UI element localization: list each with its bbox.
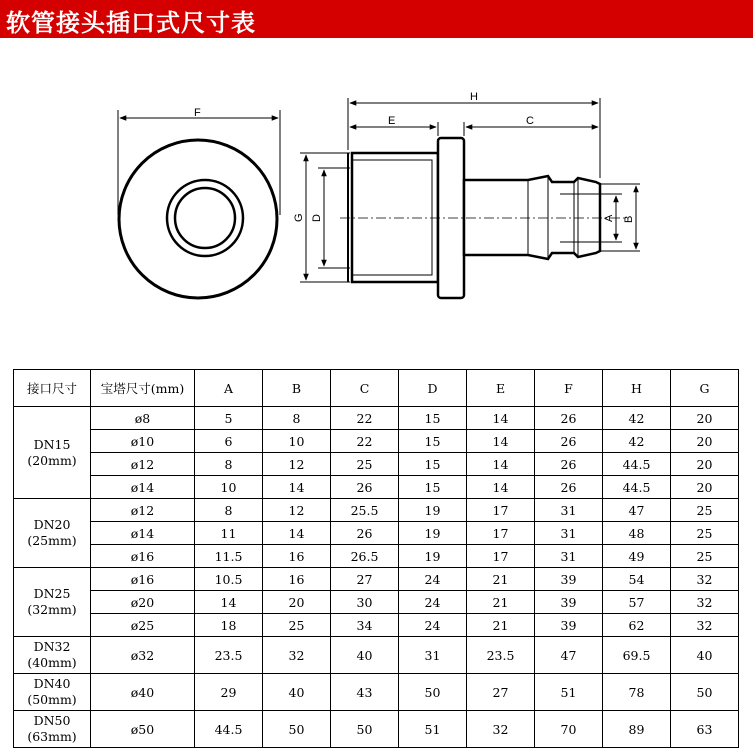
g-cell: 32 (671, 591, 739, 614)
e-cell: 21 (467, 568, 535, 591)
table-row (14, 711, 739, 748)
table-row (14, 499, 739, 522)
barb-size-cell: ø20 (91, 591, 195, 614)
d-cell: 15 (399, 407, 467, 430)
socket-body (352, 153, 438, 282)
header-d: D (399, 370, 467, 407)
interface-size-cell (14, 637, 91, 674)
table-row (14, 591, 739, 614)
header-c: C (331, 370, 399, 407)
dim-label-e: E (388, 115, 396, 127)
a-cell: 11 (195, 522, 263, 545)
a-cell: 6 (195, 430, 263, 453)
b-cell: 20 (263, 591, 331, 614)
barb-size-cell: ø14 (91, 476, 195, 499)
h-cell: 49 (603, 545, 671, 568)
g-cell: 40 (671, 637, 739, 674)
g-cell: 20 (671, 407, 739, 430)
h-cell: 47 (603, 499, 671, 522)
g-cell: 32 (671, 614, 739, 637)
b-cell: 14 (263, 476, 331, 499)
h-cell: 89 (603, 711, 671, 748)
c-cell: 22 (331, 407, 399, 430)
interface-dn-label: DN32 (33, 639, 71, 654)
c-cell: 50 (331, 711, 399, 748)
dim-label-a: A (603, 214, 615, 222)
interface-size-cell (14, 568, 91, 637)
b-cell: 40 (263, 674, 331, 711)
dim-label-b: B (623, 215, 635, 223)
interface-dn-label: DN50 (33, 713, 71, 728)
b-cell: 32 (263, 637, 331, 674)
header-f: F (535, 370, 603, 407)
interface-mm-label: (25mm) (27, 533, 77, 548)
f-cell: 26 (535, 430, 603, 453)
f-cell: 51 (535, 674, 603, 711)
e-cell: 23.5 (467, 637, 535, 674)
h-cell: 44.5 (603, 453, 671, 476)
e-cell: 14 (467, 476, 535, 499)
e-cell: 14 (467, 407, 535, 430)
h-cell: 69.5 (603, 637, 671, 674)
f-cell: 47 (535, 637, 603, 674)
a-cell: 10.5 (195, 568, 263, 591)
g-cell: 20 (671, 453, 739, 476)
interface-size-cell (14, 674, 91, 711)
dimension-table (13, 369, 739, 748)
table-header-row (14, 370, 739, 407)
b-cell: 14 (263, 522, 331, 545)
h-cell: 54 (603, 568, 671, 591)
f-cell: 26 (535, 453, 603, 476)
a-cell: 23.5 (195, 637, 263, 674)
b-cell: 12 (263, 453, 331, 476)
b-cell: 50 (263, 711, 331, 748)
c-cell: 40 (331, 637, 399, 674)
f-cell: 39 (535, 591, 603, 614)
end-view-inner-circle (175, 188, 235, 248)
c-cell: 30 (331, 591, 399, 614)
g-cell: 20 (671, 430, 739, 453)
barb-size-cell: ø16 (91, 568, 195, 591)
interface-size-cell (14, 499, 91, 568)
f-cell: 26 (535, 407, 603, 430)
interface-dn-label: DN15 (33, 436, 71, 452)
a-cell: 8 (195, 499, 263, 522)
d-cell: 51 (399, 711, 467, 748)
barb-size-cell: ø40 (91, 674, 195, 711)
a-cell: 5 (195, 407, 263, 430)
b-cell: 8 (263, 407, 331, 430)
barb-size-cell: ø16 (91, 545, 195, 568)
dim-label-h: H (470, 91, 478, 103)
g-cell: 25 (671, 545, 739, 568)
h-cell: 44.5 (603, 476, 671, 499)
interface-size-cell (14, 407, 91, 499)
g-cell: 25 (671, 499, 739, 522)
f-cell: 39 (535, 614, 603, 637)
a-cell: 44.5 (195, 711, 263, 748)
g-cell: 50 (671, 674, 739, 711)
a-cell: 29 (195, 674, 263, 711)
header-h: H (603, 370, 671, 407)
f-cell: 31 (535, 545, 603, 568)
g-cell: 20 (671, 476, 739, 499)
interface-dn-label: DN25 (33, 586, 71, 601)
table-row (14, 545, 739, 568)
barb-size-cell: ø12 (91, 499, 195, 522)
end-view-outer-circle (119, 140, 277, 298)
header-b: B (263, 370, 331, 407)
d-cell: 19 (399, 545, 467, 568)
d-cell: 19 (399, 499, 467, 522)
table-row (14, 407, 739, 430)
barb-size-cell: ø32 (91, 637, 195, 674)
d-cell: 19 (399, 522, 467, 545)
h-cell: 62 (603, 614, 671, 637)
table-row (14, 430, 739, 453)
dim-label-d: D (311, 214, 323, 222)
a-cell: 14 (195, 591, 263, 614)
table-row (14, 568, 739, 591)
table-row (14, 476, 739, 499)
h-cell: 57 (603, 591, 671, 614)
e-cell: 17 (467, 522, 535, 545)
interface-dn-label: DN40 (33, 676, 71, 691)
c-cell: 26 (331, 476, 399, 499)
end-view-middle-circle (167, 180, 243, 256)
barb-size-cell: ø14 (91, 522, 195, 545)
f-cell: 39 (535, 568, 603, 591)
c-cell: 25.5 (331, 499, 399, 522)
barb-size-cell: ø12 (91, 453, 195, 476)
a-cell: 11.5 (195, 545, 263, 568)
e-cell: 17 (467, 499, 535, 522)
h-cell: 48 (603, 522, 671, 545)
barb-size-cell: ø10 (91, 430, 195, 453)
table-row (14, 522, 739, 545)
b-cell: 16 (263, 568, 331, 591)
header-g: G (671, 370, 739, 407)
c-cell: 34 (331, 614, 399, 637)
a-cell: 8 (195, 453, 263, 476)
a-cell: 10 (195, 476, 263, 499)
interface-mm-label: (20mm) (27, 452, 77, 468)
c-cell: 25 (331, 453, 399, 476)
barb-size-cell: ø25 (91, 614, 195, 637)
e-cell: 17 (467, 545, 535, 568)
side-view (300, 98, 640, 298)
header-barb-size: 宝塔尺寸(mm) (91, 370, 195, 407)
header-interface-size: 接口尺寸 (14, 370, 91, 407)
header-e: E (467, 370, 535, 407)
interface-mm-label: (63mm) (27, 729, 77, 744)
h-cell: 42 (603, 430, 671, 453)
e-cell: 14 (467, 430, 535, 453)
page-title: 软管接头插口式尺寸表 (6, 9, 256, 37)
interface-dn-label: DN20 (33, 517, 71, 532)
barb-shank (464, 176, 600, 259)
d-cell: 15 (399, 430, 467, 453)
barb-size-cell: ø50 (91, 711, 195, 748)
f-cell: 26 (535, 476, 603, 499)
g-cell: 63 (671, 711, 739, 748)
d-cell: 31 (399, 637, 467, 674)
dim-label-f: F (194, 107, 201, 119)
d-cell: 15 (399, 453, 467, 476)
b-cell: 25 (263, 614, 331, 637)
c-cell: 43 (331, 674, 399, 711)
interface-mm-label: (50mm) (27, 692, 77, 707)
e-cell: 21 (467, 591, 535, 614)
d-cell: 50 (399, 674, 467, 711)
f-cell: 31 (535, 522, 603, 545)
dim-label-c: C (526, 115, 534, 127)
c-cell: 27 (331, 568, 399, 591)
interface-mm-label: (40mm) (27, 655, 77, 670)
b-cell: 10 (263, 430, 331, 453)
interface-mm-label: (32mm) (27, 602, 77, 617)
d-cell: 24 (399, 614, 467, 637)
fitting-diagram (0, 38, 753, 363)
b-cell: 16 (263, 545, 331, 568)
h-cell: 42 (603, 407, 671, 430)
c-cell: 26.5 (331, 545, 399, 568)
dim-label-g: G (293, 213, 305, 222)
d-cell: 24 (399, 568, 467, 591)
barb-size-cell: ø8 (91, 407, 195, 430)
e-cell: 14 (467, 453, 535, 476)
a-cell: 18 (195, 614, 263, 637)
header-a: A (195, 370, 263, 407)
e-cell: 32 (467, 711, 535, 748)
h-cell: 78 (603, 674, 671, 711)
table-row (14, 637, 739, 674)
f-cell: 70 (535, 711, 603, 748)
table-row (14, 453, 739, 476)
title-bar (0, 0, 753, 38)
c-cell: 26 (331, 522, 399, 545)
d-cell: 15 (399, 476, 467, 499)
d-cell: 24 (399, 591, 467, 614)
f-cell: 31 (535, 499, 603, 522)
interface-size-cell (14, 711, 91, 748)
table-row (14, 614, 739, 637)
table-row (14, 674, 739, 711)
e-cell: 21 (467, 614, 535, 637)
e-cell: 27 (467, 674, 535, 711)
end-view (118, 110, 280, 298)
g-cell: 32 (671, 568, 739, 591)
b-cell: 12 (263, 499, 331, 522)
c-cell: 22 (331, 430, 399, 453)
g-cell: 25 (671, 522, 739, 545)
